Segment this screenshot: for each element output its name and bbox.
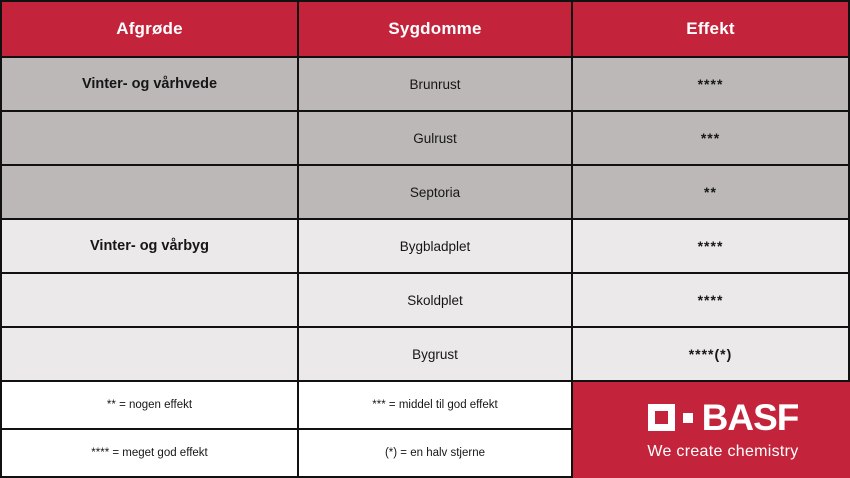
disease-cell: Bygrust: [299, 328, 573, 382]
effect-cell: ****: [573, 274, 850, 328]
disease-cell: Septoria: [299, 166, 573, 220]
crop-cell: Vinter- og vårbyg: [2, 220, 299, 274]
header-cell-effekt: Effekt: [573, 2, 850, 58]
header-cell-sygdomme: Sygdomme: [299, 2, 573, 58]
effect-cell: ****: [573, 58, 850, 112]
header-cell-afgrode: Afgrøde: [2, 2, 299, 58]
basf-logo-dot-icon: [683, 413, 693, 423]
basf-logo: [648, 399, 799, 436]
crop-cell: [2, 274, 299, 328]
legend-cell: (*) = en halv stjerne: [299, 430, 573, 478]
crop-cell: [2, 112, 299, 166]
crop-cell: [2, 166, 299, 220]
crop-cell: Vinter- og vårhvede: [2, 58, 299, 112]
effect-cell: ****(*): [573, 328, 850, 382]
basf-logo-wordmark: BASF: [701, 397, 799, 438]
legend-cell: *** = middel til god effekt: [299, 382, 573, 430]
legend-cell: **** = meget god effekt: [2, 430, 299, 478]
crop-cell: [2, 328, 299, 382]
legend-cell: ** = nogen effekt: [2, 382, 299, 430]
basf-brand-block: [573, 382, 850, 478]
disease-cell: Bygbladplet: [299, 220, 573, 274]
effect-cell: ****: [573, 220, 850, 274]
disease-cell: Brunrust: [299, 58, 573, 112]
effect-cell: ***: [573, 112, 850, 166]
basf-logo-square-icon: [648, 404, 675, 431]
disease-cell: Skoldplet: [299, 274, 573, 328]
effect-cell: **: [573, 166, 850, 220]
basf-tagline: We create chemistry: [647, 443, 799, 460]
disease-cell: Gulrust: [299, 112, 573, 166]
